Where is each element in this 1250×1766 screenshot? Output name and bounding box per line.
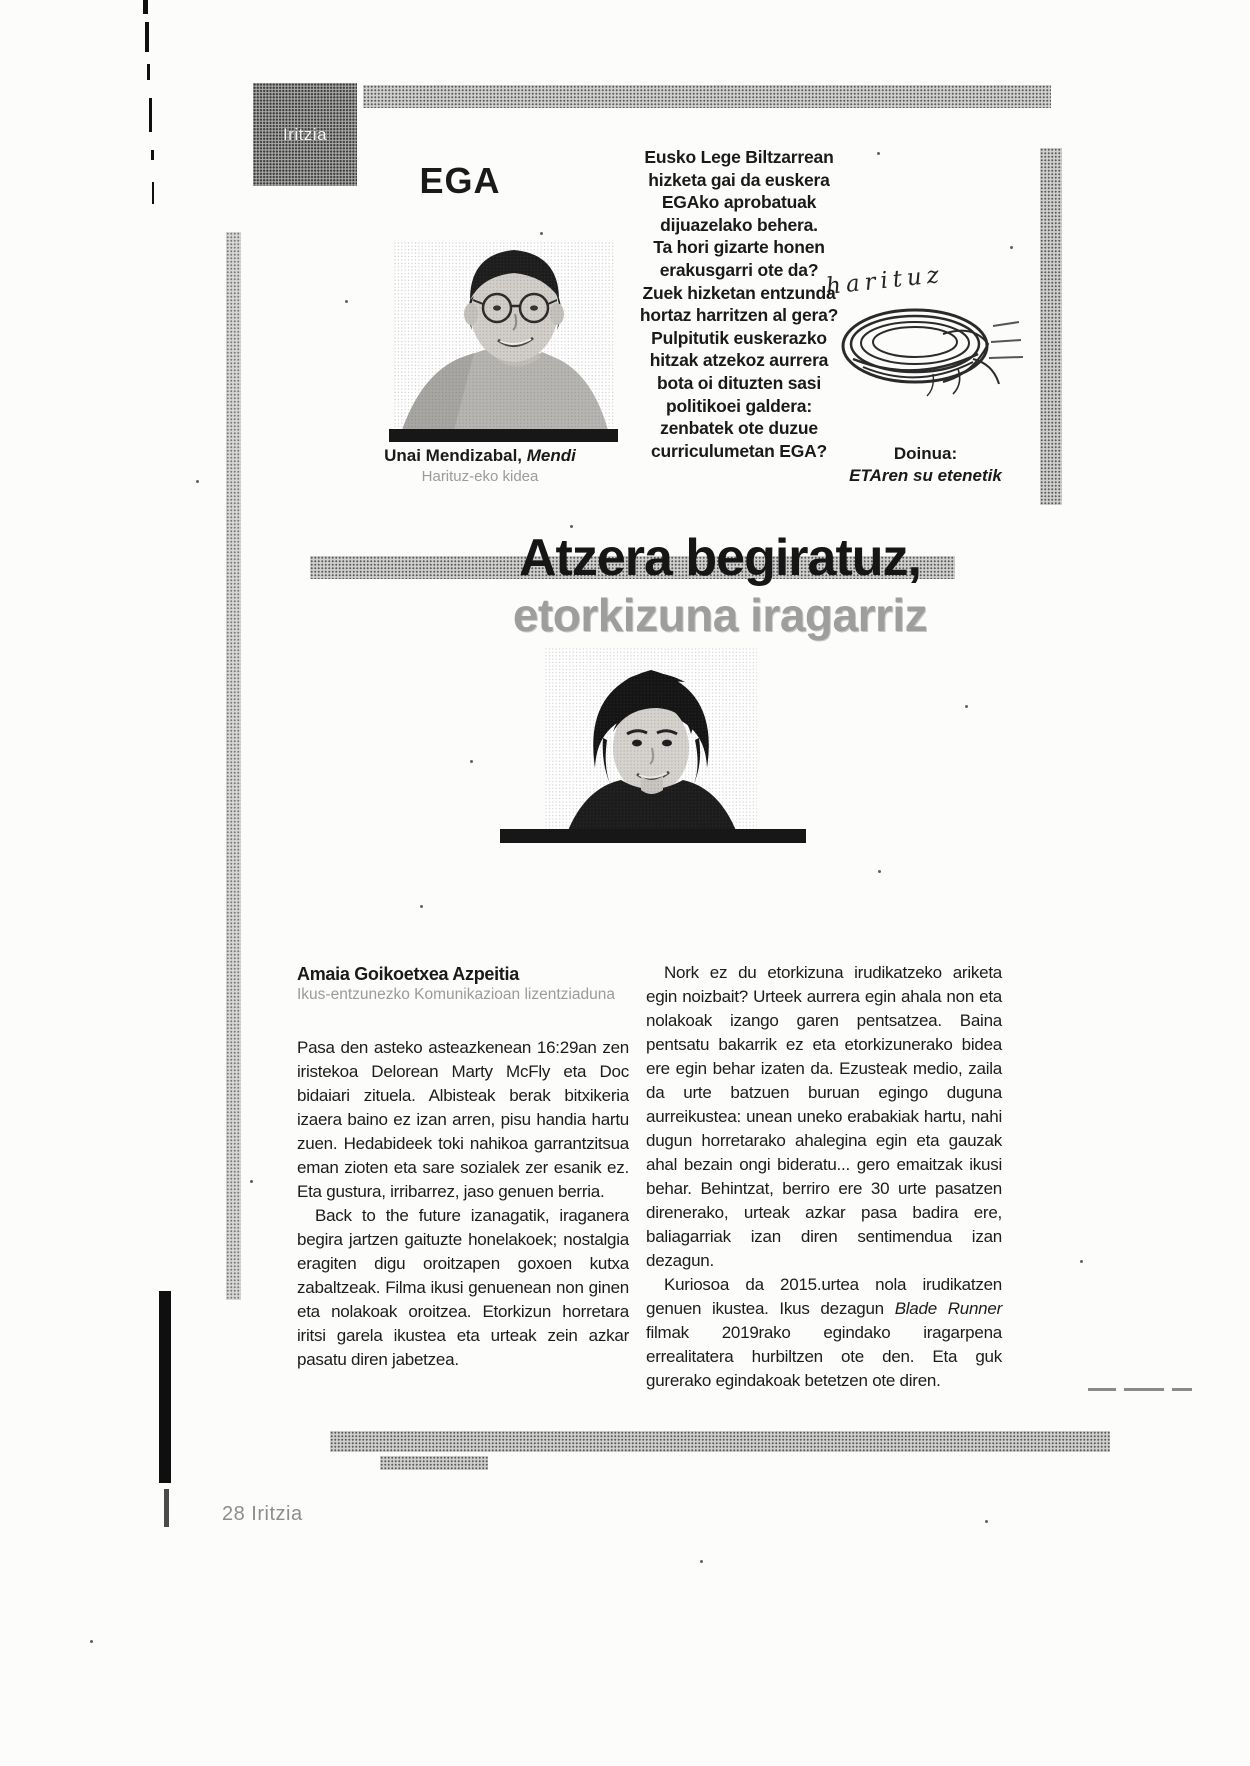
poem-line: bota oi dituzten sasi [656, 372, 821, 393]
article-title-line1: Atzera begiratuz, [519, 529, 921, 587]
scan-artifact [145, 22, 149, 52]
author-role: Ikus-entzunezko Komunikazioan lizentziaduna [297, 986, 615, 1003]
poem-line: erakusgarri ote da? [659, 259, 819, 280]
scan-speck [570, 525, 573, 528]
woman-portrait-photo [545, 648, 757, 833]
photo-underline-bar [500, 829, 806, 843]
tune-label: Doinua: [893, 444, 958, 463]
poem-line: dijuazelako behera. [660, 214, 818, 235]
poem-line: curriculumetan EGA? [650, 440, 828, 461]
poem-line: hortaz harritzen al gera? [639, 305, 839, 326]
man-photo-caption-alias: Mendi [526, 446, 576, 465]
section-label-box [253, 83, 357, 186]
scan-artifact [149, 98, 152, 132]
scan-artifact [147, 64, 150, 80]
yarn-ball-icon [823, 264, 1028, 402]
poem-line: EGAko aprobatuak [661, 192, 817, 213]
woman-portrait-illustration [545, 648, 757, 833]
body-column-left [297, 1036, 629, 1372]
tune-value: ETAren su etenetik [849, 466, 1002, 485]
scan-artifact [164, 1489, 169, 1527]
halftone-strip-right [1040, 148, 1062, 505]
divider-halftone-top [363, 85, 1051, 108]
scan-speck [877, 152, 880, 155]
scan-speck [470, 760, 473, 763]
scan-speck [345, 300, 348, 303]
poem-line: hizketa gai da euskera [648, 169, 830, 190]
scan-speck [700, 1560, 703, 1563]
man-portrait-illustration [394, 242, 614, 430]
man-photo-caption-role: Harituz-eko kidea [421, 468, 539, 485]
poem-line: Eusko Lege Biltzarrean [644, 147, 834, 167]
paragraph: Back to the future izanagatik, iraganera begira jartzen gaituzte honelakoek; nostalgia eragiten digu oroitzapen goxoen kutxa zabaltzeak. Filma ikusi genuenean non ginen eta nolakoak oroitzea. Etorkizun horretara iritsi garela ikustea eta urteak zein azkar pasatu diren jabetzea. [297, 1206, 629, 1369]
scan-artifact [152, 182, 154, 204]
halftone-patch [380, 1456, 488, 1470]
scan-speck [90, 1640, 93, 1643]
paragraph: Nork ez du etorkizuna irudikatzeko ariketa egin noizbait? Urteek aurrera egin ahala non eta nolakoak izango garen pentsatzea. Baina pentsatu bakarrik ez eta etorkizunerako bidea ere egin behar izaten da. Ezusteak medio, zaila da urte batzuen buruan egingo duguna aurreikustea: unean uneko erabakiak hartu, nahi dugun horretarako ahalegina egin eta gauzak ahal bezain ongi bideratu... gero emaitzak ikusi behar. Behintzat, berriro ere 30 urte pasatzen direnerako, urteak azkar pasa badira ere, baliagarriak izan diren sentimendua izan dezagun. [646, 963, 1002, 1270]
scan-artifact [151, 150, 154, 160]
scan-artifact [143, 0, 148, 14]
scan-speck [540, 232, 543, 235]
film-title-italic: Blade Runner [894, 1299, 1002, 1318]
poem-line: hitzak atzekoz aurrera [649, 350, 829, 371]
paragraph-text: filmak 2019rako egindako iragarpena errealitatera hurbiltzen ote den. Eta guk gurerako egindakoak betetzen ote diren. [646, 1323, 1002, 1390]
scan-speck [965, 705, 968, 708]
scan-speck [420, 905, 423, 908]
paragraph [646, 1273, 1002, 1393]
scan-artifact-dash [1172, 1388, 1192, 1391]
paragraph-text: Kuriosoa da 2015.urtea nola irudikatzen genuen ikustea. Ikus dezagun [646, 1275, 1002, 1318]
scan-speck [878, 870, 881, 873]
scan-artifact-dash [1124, 1388, 1164, 1391]
author-name: Amaia Goikoetxea Azpeitia [297, 964, 519, 984]
ega-heading: EGA [419, 160, 501, 201]
scan-speck [196, 480, 199, 483]
section-label: Iritzia [282, 124, 328, 144]
poem-line: Pulpitutik euskerazko [651, 327, 827, 348]
poem-line: Ta hori gizarte honen [653, 237, 825, 258]
scan-speck [1010, 246, 1013, 249]
scan-speck [985, 1520, 988, 1523]
page-number-footer: 28 Iritzia [222, 1503, 303, 1525]
scan-artifact-dash [1088, 1388, 1116, 1391]
poem-line: politikoei galdera: [666, 395, 812, 416]
poem-line: Zuek hizketan entzunda [642, 282, 836, 303]
man-portrait-photo [394, 242, 614, 430]
halftone-strip-left [226, 232, 241, 1300]
poem-line: zenbatek ote duzue [660, 418, 818, 439]
scan-artifact-bar [159, 1291, 171, 1483]
article-title-line2: etorkizuna iragarriz [512, 589, 928, 641]
svg-text:harituz: harituz [824, 264, 946, 300]
man-photo-caption [330, 446, 630, 466]
scan-speck [250, 1180, 253, 1183]
scan-speck [1080, 1260, 1083, 1263]
harituz-yarn-illustration [823, 264, 1028, 402]
paragraph: Pasa den asteko asteazkenean 16:29an zen iristekoa Delorean Marty McFly eta Doc bidaiari zituela. Albisteak berak bitxikeria izaera baino ez izan arren, pisu handia hartu zuen. Hedabideek toki nahikoa garrantzitsua eman zioten eta sare sozialek zer esanik ez. Eta gustura, irribarrez, jaso genuen berria. [297, 1038, 629, 1201]
man-photo-caption-name: Unai Mendizabal, [384, 446, 523, 465]
photo-underline-bar [389, 429, 618, 442]
divider-halftone-bottom [330, 1431, 1110, 1452]
body-column-right [646, 961, 1002, 1393]
